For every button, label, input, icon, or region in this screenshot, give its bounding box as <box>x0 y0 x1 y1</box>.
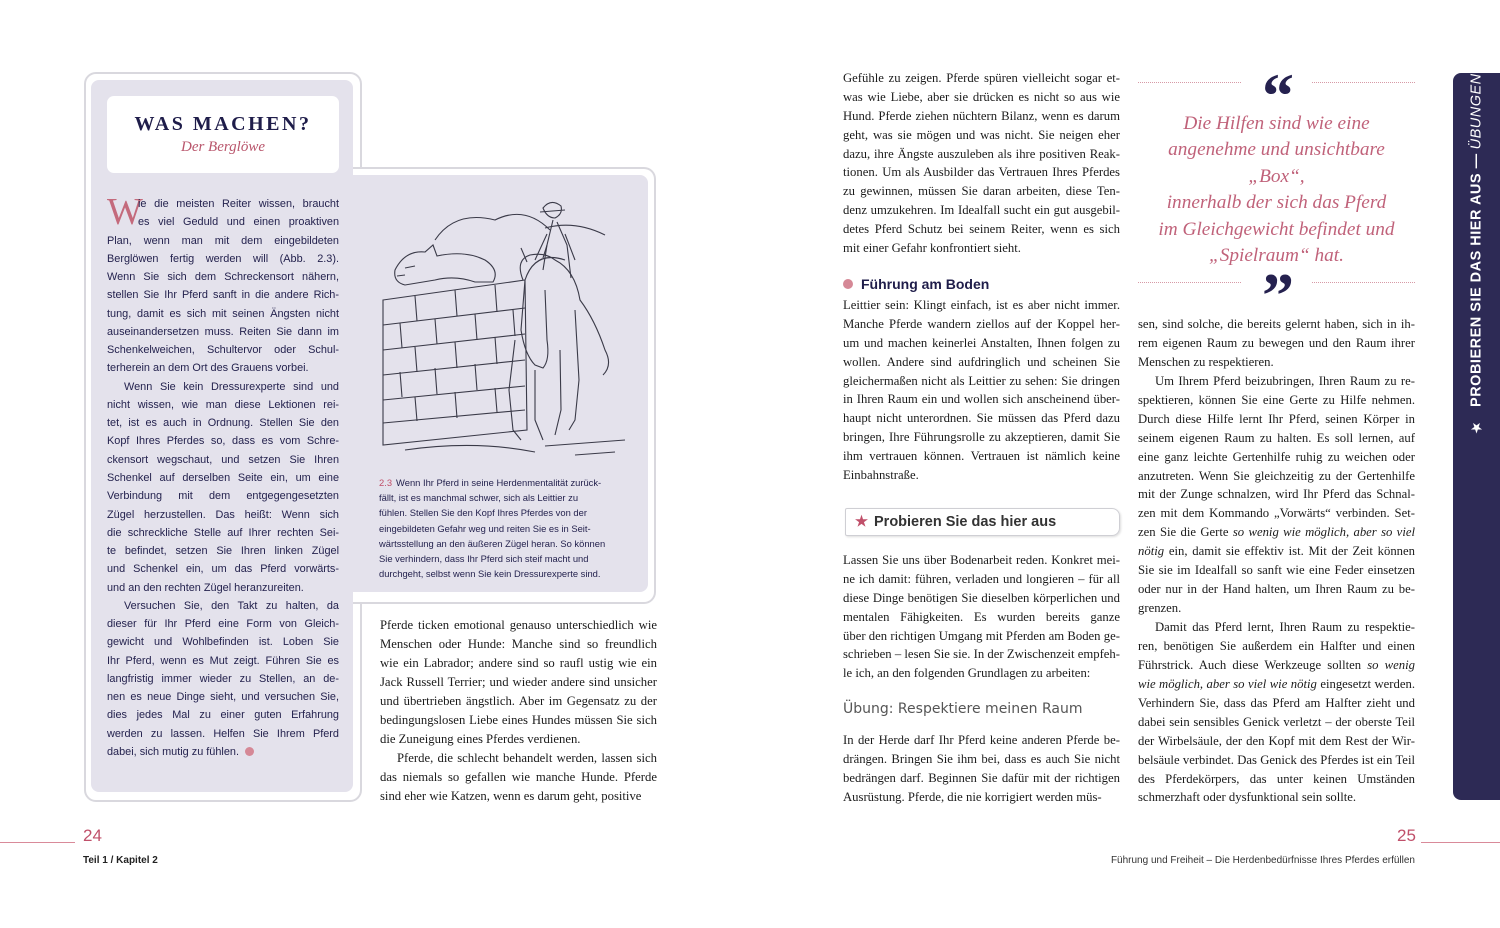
text-run: Pferde ticken emotional genauso unterschiedlich wie <box>380 618 657 632</box>
text-line <box>380 768 657 787</box>
sidebar-title: WAS MACHEN? <box>134 113 312 135</box>
text-run: bedrängen darf. Beginnen Sie dafür mit der richtigen <box>843 770 1120 785</box>
paragraph <box>843 69 1120 258</box>
right-intro-text <box>843 69 1120 258</box>
caption-line <box>379 521 641 536</box>
text-run: das niemals so gefallen wie manche Hunde. Pferde <box>380 770 657 784</box>
text-line <box>107 560 339 578</box>
horse-and-rider <box>509 202 609 440</box>
quote-text <box>1138 111 1415 269</box>
text-line <box>380 616 657 635</box>
text-line <box>843 334 1120 353</box>
text-line <box>1138 334 1415 353</box>
quote-rule <box>1312 82 1415 83</box>
text-run: Ihr Pferd, wenn es Mut zeigt. Führen Sie es <box>107 654 339 667</box>
caption-text: Sie verhindern, dass Ihr Pferd sich steif macht und <box>379 553 589 565</box>
text-line <box>843 372 1120 391</box>
text-line <box>843 296 1120 315</box>
text-run: Schenkel auf derselben Seite ein, um eine <box>107 471 339 484</box>
text-line <box>107 305 339 323</box>
text-run: Zügel herzustellen. Das heißt: Wenn sich <box>107 508 339 521</box>
text-run: was wie Liebe, aber sie drücken es nicht so aus wie <box>843 89 1120 104</box>
text-run: diese Dinge benötigen Sie dieselben körperlichen und <box>843 590 1120 605</box>
text-run: Durch diese Hilfe lernt Ihr Pferd, seinen Körper in <box>1138 411 1415 426</box>
text-run: zen mit dem Kommando „Vorwärts“ verbinden. Set- <box>1138 506 1415 521</box>
paragraph <box>1138 372 1415 618</box>
text-line <box>843 750 1120 769</box>
text-line <box>107 213 339 231</box>
text-run: Schenkelweichen, Schultervor oder Schul- <box>107 344 339 357</box>
text-line <box>1138 372 1415 391</box>
text-run: detes Pferd Schutz bei seinem Reiter, wenn es sich <box>843 222 1120 237</box>
ground-lines <box>405 440 625 455</box>
text-run: denz umzukehren. Im Idealfall sucht ein gut ausgebil- <box>843 203 1120 218</box>
text-run: dabei, sich mutig zu fühlen. <box>107 745 239 758</box>
footer-rule-left <box>0 842 75 843</box>
text-line <box>843 645 1120 664</box>
text-line <box>843 664 1120 683</box>
text-run: ie die meisten Reiter wissen, braucht <box>138 198 339 210</box>
text-line <box>1138 391 1415 410</box>
text-line <box>843 551 1120 570</box>
footer-rule-right <box>1421 842 1500 843</box>
text-line <box>843 353 1120 372</box>
side-tab-section: ÜBUNGEN <box>1468 73 1485 150</box>
quote-rule <box>1312 282 1415 283</box>
caption-line <box>379 536 641 551</box>
caption-text: Wenn Ihr Pferd in seine Herdenmentalität zurück- <box>396 477 602 488</box>
text-line <box>1138 751 1415 770</box>
text-run: Versuchen Sie, den Takt zu halten, da <box>124 599 339 612</box>
text-run: ihm vertrauen können. Vertrauen ist nämlich keine <box>843 449 1120 464</box>
text-line <box>107 615 339 633</box>
text-line <box>107 359 339 377</box>
text-line <box>1138 580 1415 599</box>
text-run: ren, benötigen Sie außerdem ein Halfter und einen <box>1138 638 1415 653</box>
text-run: schmerzhaft oder dysfunktional sein sollte. <box>1138 790 1357 805</box>
text-line <box>107 597 339 615</box>
text-run: Um Ihrem Pferd beizubringen, Ihren Raum zu re- <box>1155 373 1415 388</box>
text-line <box>380 692 657 711</box>
text-run: Pferde, die schlecht behandelt werden, lassen sich <box>397 751 657 765</box>
text-line <box>843 69 1120 88</box>
exercise-text <box>843 731 1120 807</box>
text-line <box>107 396 339 414</box>
text-line <box>107 286 339 304</box>
text-line <box>380 654 657 673</box>
text-line <box>843 627 1120 646</box>
paragraph <box>380 616 657 749</box>
text-run: Kopf Ihres Pferdes so, dass es vom Schre- <box>107 435 339 448</box>
text-line <box>107 506 339 524</box>
caption-line <box>379 475 641 490</box>
text-line <box>380 673 657 692</box>
text-line <box>107 706 339 724</box>
text-run: eine ganz leichte Gertenhilfe ruhig zu weichen oder <box>1138 449 1415 464</box>
text-line <box>107 524 339 542</box>
text-run: bringen, Ihre Führungsrolle zu akzeptieren, damit Sie <box>843 430 1120 445</box>
text-line <box>380 730 657 749</box>
paragraph <box>380 749 657 806</box>
text-run: Lassen Sie uns über Bodenarbeit reden. Konkret mei- <box>843 553 1120 567</box>
drop-cap: W <box>107 191 143 233</box>
text-run: Menschen oder Hunde: Manche sind so freundlich <box>380 637 657 651</box>
try-this-label: Probieren Sie das hier aus <box>874 514 1057 530</box>
close-quote-icon: ” <box>1262 260 1294 331</box>
text-run: und übertrieben ängstlich. Aber im Gegensatz zu der <box>380 694 657 708</box>
paragraph <box>1138 618 1415 807</box>
text-run: um und machen keinerlei Anstalten, Ihnen folgen zu <box>843 335 1120 350</box>
text-line <box>843 145 1120 164</box>
text-line <box>843 428 1120 447</box>
text-line <box>107 670 339 688</box>
right-column-text <box>1138 315 1415 807</box>
caption-text: eingebildeten Gefahr weg und reiten Sie es in Seit- <box>379 522 591 534</box>
text-line <box>1138 523 1415 542</box>
paragraph <box>107 191 339 378</box>
text-run: eingesetzt werden. <box>1316 676 1415 691</box>
text-line <box>843 315 1120 334</box>
text-run: Verhindern Sie, dass das Pferd am Halfter zieht und <box>1138 695 1415 710</box>
bullet-dot-icon <box>843 279 853 289</box>
text-line <box>1138 504 1415 523</box>
text-line <box>1138 561 1415 580</box>
text-run: wollen. Andere sind aufdringlich und scheinen Sie <box>843 354 1120 369</box>
text-run: wie ein Labrador; andere sind so raufl ustig wie ein <box>380 656 657 670</box>
text-run: Leittier sein: Klingt einfach, ist es aber nicht immer. <box>843 298 1120 312</box>
text-run: mit einer Gefahr konfrontiert sieht. <box>843 241 1021 256</box>
text-line <box>107 232 339 250</box>
text-run: bedingungslosen Liebe eines Hundes müssen Sie sich <box>380 713 657 727</box>
text-line <box>1138 542 1415 561</box>
text-line <box>1138 448 1415 467</box>
left-column-text <box>380 616 657 806</box>
text-line <box>107 250 339 268</box>
text-line <box>843 107 1120 126</box>
caption-text: fühlen. Stellen Sie den Kopf Ihres Pferdes von der <box>379 507 587 519</box>
text-run: oder nur in der Hand halten, um Ihren Raum zu be- <box>1138 582 1415 597</box>
caption-text: fällt, ist es manchmal schwer, sich als Leittier zu <box>379 492 579 504</box>
text-run: zen Sie die Gerte <box>1138 525 1233 540</box>
text-run: terherein an dem Ort des Grauens vorbei. <box>107 362 309 375</box>
text-run: schrieben – lesen Sie sie. In der Zwischenzeit empfeh- <box>843 647 1120 662</box>
caption-line <box>379 566 641 581</box>
fuehrung-text <box>843 296 1120 485</box>
text-run: In der Herde darf Ihr Pferd keine anderen Pferde be- <box>843 733 1120 747</box>
page-number-right: 25 <box>1397 826 1416 845</box>
open-quote-icon: “ <box>1262 60 1294 131</box>
text-line <box>107 725 339 743</box>
try-text <box>843 551 1120 683</box>
section-heading <box>843 276 989 292</box>
text-run: rem eigenen Raum zu bewegen und den Raum ihrer <box>1138 335 1415 350</box>
text-run: und an den rechten Zügel heranzureiten. <box>107 581 304 594</box>
text-run: der Wirbelsäule, der den Kopf mit dem Rest der Wir- <box>1138 733 1415 748</box>
text-run: und Schenkel ein, um das Pferd vorwärts- <box>107 563 339 576</box>
text-line <box>1138 788 1415 807</box>
text-run: die schreckliche Stelle auf Ihrer rechten Sei- <box>107 526 339 539</box>
text-run: Damit das Pferd lernt, Ihren Raum zu respektie- <box>1155 620 1415 634</box>
text-line <box>843 466 1120 485</box>
caption-line <box>379 505 641 520</box>
text-run: Verbindung mit dem entgegengesetzten <box>107 490 339 503</box>
text-line <box>107 542 339 560</box>
mountain-lion <box>395 245 496 285</box>
text-line <box>1138 656 1415 675</box>
text-run: auseinandersetzen muss. Reiten Sie dann im <box>107 325 339 338</box>
text-line <box>1138 694 1415 713</box>
star-icon: ★ <box>855 514 868 530</box>
text-line <box>843 239 1120 258</box>
text-line <box>843 731 1120 750</box>
text-line <box>843 201 1120 220</box>
side-tab-title: PROBIEREN SIE DAS HIER AUS — <box>1468 153 1485 407</box>
text-run: gleichermaßen nicht als Leittier zu sehen: Sie dringen <box>843 373 1120 388</box>
text-run: Wenn Sie kein Dressurexperte sind und <box>124 380 339 393</box>
text-line <box>107 432 339 450</box>
footer-chapter: Teil 1 / Kapitel 2 <box>83 855 158 866</box>
text-run: tionen. Um als Ausbilder das Vertrauen Ihres Pferdes <box>843 165 1120 180</box>
text-run: tet, ist es auch in Ordnung. Stellen Sie den <box>107 417 339 430</box>
text-run: stellen Sie Ihr Pferd sanft in die andere Rich- <box>107 289 339 302</box>
text-run: Ausrüstung. Pferde, die nie korrigiert werden müs- <box>843 789 1102 804</box>
text-run: sen, sind solche, die bereits gelernt haben, sich in ih- <box>1138 317 1415 331</box>
text-run: te befindet, setzen Sie Ihren linken Zügel <box>107 545 339 558</box>
text-line <box>107 268 339 286</box>
text-run: geht, was sie mögen und was nicht. Sie neigen eher <box>843 127 1120 142</box>
text-run: in Ihren Raum ein und wollen sich anscheinend über- <box>843 392 1120 407</box>
caption-line <box>379 490 641 505</box>
text-run: Führstrick. Auch diese Werkzeuge sollten <box>1138 657 1368 672</box>
quote-line: Die Hilfen sind wie eine <box>1183 113 1370 134</box>
text-line <box>1138 315 1415 334</box>
text-run: zu gewinnen, müssen Sie daran arbeiten, diese Ten- <box>843 184 1120 199</box>
text-line <box>1138 675 1415 694</box>
text-run: werden zu lassen. Helfen Sie Ihrem Pferd <box>107 727 339 740</box>
text-run: Menschen zu respektieren. <box>1138 354 1274 369</box>
text-line <box>380 749 657 768</box>
quote-line: „Spielraum“ hat. <box>1209 245 1344 267</box>
sidebar-text <box>107 191 339 761</box>
sidebar-subtitle: Der Berglöwe <box>180 139 265 155</box>
text-line <box>1138 410 1415 429</box>
section-side-tab[interactable] <box>1453 73 1500 800</box>
text-line <box>107 414 339 432</box>
text-line <box>843 788 1120 807</box>
text-run: spektieren, können Sie eine Gerte zu Hilfe nehmen. <box>1138 392 1415 407</box>
emphasis: so wenig <box>1367 657 1415 672</box>
text-run: gewicht und Wohlbefinden ist. Loben Sie <box>107 636 339 649</box>
emphasis: so wenig wie möglich, aber so viel <box>1232 525 1415 540</box>
text-run: Manche Pferde wandern ziellos auf der Koppel her- <box>843 316 1120 331</box>
text-run: nen es neue Dinge sieht, und versuchen Sie, <box>107 691 339 704</box>
text-line <box>107 633 339 651</box>
section-heading-label: Führung am Boden <box>861 276 990 292</box>
end-dot-icon <box>245 747 254 756</box>
text-run: le ich, an den folgenden Grundlagen zu arbeiten: <box>843 666 1091 681</box>
text-line <box>107 579 339 597</box>
text-run: die Zuneigung eines Pferdes verdienen. <box>380 732 581 746</box>
stone-wall <box>383 280 527 445</box>
text-line <box>380 635 657 654</box>
text-run: mit der Zunge schnalzen, wird Ihr Pferd das Schnal- <box>1138 487 1415 502</box>
text-line <box>107 323 339 341</box>
caption-text: wärtsstellung an den äußeren Zügel heran. So können <box>379 537 606 549</box>
text-line <box>843 220 1120 239</box>
text-line <box>107 378 339 396</box>
text-run: tung, damit es sich mit seinen Ängsten nicht <box>107 307 339 320</box>
figure-caption <box>379 475 641 581</box>
footer-title: Führung und Freiheit – Die Herdenbedürfnisse Ihres Pferdes erfüllen <box>1110 855 1415 866</box>
text-run: Hund. Pferde ziehen nüchtern Bilanz, wenn es darum <box>843 108 1120 123</box>
text-run: des Pferdekörpers, das unter keinen Umständen <box>1138 771 1415 786</box>
text-run: dazu, ihre Ängste auszuleben als ihre positiven Reak- <box>843 146 1120 161</box>
text-line <box>107 688 339 706</box>
paragraph <box>843 296 1120 485</box>
text-run: seinem eigenen Raum zu halten. Es soll lernen, auf <box>1138 430 1415 445</box>
text-run: Sie sie im Idealfall so sanft wie eine Feder einsetzen <box>1138 563 1415 578</box>
paragraph <box>1138 315 1415 372</box>
quote-line: angenehme und unsichtbare „Box“, <box>1168 139 1385 187</box>
caption-text: durchgeht, selbst wenn Sie kein Dressurexperte sind. <box>379 568 601 580</box>
text-run: Gefühle zu zeigen. Pferde spüren vielleicht sogar et- <box>843 71 1120 85</box>
paragraph <box>107 378 339 597</box>
star-icon: ★ <box>1468 418 1485 435</box>
text-line <box>843 589 1120 608</box>
sidebar-header <box>107 96 339 173</box>
text-line <box>107 743 339 761</box>
text-run: belsäule verbindet. Das Genick des Pferdes ist ein Teil <box>1138 752 1415 767</box>
text-run: sind eher wie Katzen, wenn es darum geht, positive <box>380 789 642 803</box>
text-run: dieser für Ihr Pferd eine Form von Gleich- <box>107 618 339 631</box>
text-line <box>380 787 657 806</box>
try-this-box <box>845 508 1120 536</box>
text-run: ckensort wegschaut, und setzen Sie Ihren <box>107 453 339 466</box>
paragraph <box>107 597 339 761</box>
text-line <box>843 88 1120 107</box>
text-line <box>843 126 1120 145</box>
caption-line <box>379 551 641 566</box>
text-run: Wenn Sie sich dem Schreckensort nähern, <box>107 271 339 284</box>
text-line <box>107 487 339 505</box>
text-line <box>1138 467 1415 486</box>
paragraph <box>843 731 1120 807</box>
exercise-heading: Übung: Respektiere meinen Raum <box>843 701 1083 717</box>
text-run: Einbahnstraße. <box>843 468 919 483</box>
text-line <box>843 182 1120 201</box>
quote-rule <box>1138 82 1241 83</box>
text-line <box>107 469 339 487</box>
text-run: ein, damit sie effektiv ist. Mit der Zeit können <box>1164 544 1415 559</box>
text-line <box>843 447 1120 466</box>
text-line <box>1138 618 1415 637</box>
text-line <box>843 409 1120 428</box>
text-run: drängen. Bringen Sie ihm bei, dass es auch Sie nicht <box>843 751 1120 766</box>
page-number-left: 24 <box>83 826 102 845</box>
text-run: langfristig immer wieder zu Stellen, an de- <box>107 672 339 685</box>
text-line <box>843 608 1120 627</box>
text-line <box>1138 732 1415 751</box>
text-run: ne ich damit: führen, verladen und longieren – für all <box>843 571 1120 586</box>
text-line <box>843 570 1120 589</box>
text-run: anzutreten. Wenn Sie gleichzeitig zu der Gertenhilfe <box>1138 468 1415 483</box>
text-line <box>843 163 1120 182</box>
text-line <box>107 195 339 213</box>
text-run: dies jedes Mal zu einer guten Erfahrung <box>107 709 339 722</box>
text-run: grenzen. <box>1138 601 1182 616</box>
figure-label: 2.3 <box>379 477 393 488</box>
text-run: über den richtigen Umgang mit Pferden am Boden ge- <box>843 628 1120 643</box>
text-line <box>380 711 657 730</box>
text-run: Jack Russell Terrier; und wieder andere sind unsicher <box>380 675 657 689</box>
text-line <box>843 390 1120 409</box>
text-line <box>843 769 1120 788</box>
paragraph <box>843 551 1120 683</box>
text-run: es viel Geduld und einen proaktiven <box>138 216 339 229</box>
quote-line: innerhalb der sich das Pferd <box>1166 192 1387 214</box>
text-line <box>107 341 339 359</box>
quote-line: im Gleichgewicht befindet und <box>1158 218 1395 240</box>
rider-horse-illustration <box>375 190 637 465</box>
emphasis: wie möglich, aber so viel wie nötig <box>1138 676 1317 691</box>
text-line <box>1138 770 1415 789</box>
text-run: dabei sein sensibles Genick verletzt – der oberste Teil <box>1138 714 1415 729</box>
text-run: haupt nicht unterordnen. Sie müssen das Pferd dazu <box>843 411 1120 426</box>
text-line <box>1138 713 1415 732</box>
text-line <box>1138 637 1415 656</box>
text-line <box>107 652 339 670</box>
text-line <box>1138 353 1415 372</box>
text-run: Plan, wenn man mit dem eingebildeten <box>107 234 339 247</box>
text-line <box>1138 485 1415 504</box>
text-line <box>1138 429 1415 448</box>
text-run: mentalen Fähigkeiten. Es wurden bereits ganze <box>843 609 1120 624</box>
emphasis: nötig <box>1138 544 1165 559</box>
text-line <box>107 451 339 469</box>
text-line <box>1138 599 1415 618</box>
text-run: nicht wissen, wie man diese Lektionen rei- <box>107 398 339 411</box>
text-run: Berglöwen fertig werden will (Abb. 2.3). <box>107 252 339 265</box>
quote-rule <box>1138 282 1241 283</box>
